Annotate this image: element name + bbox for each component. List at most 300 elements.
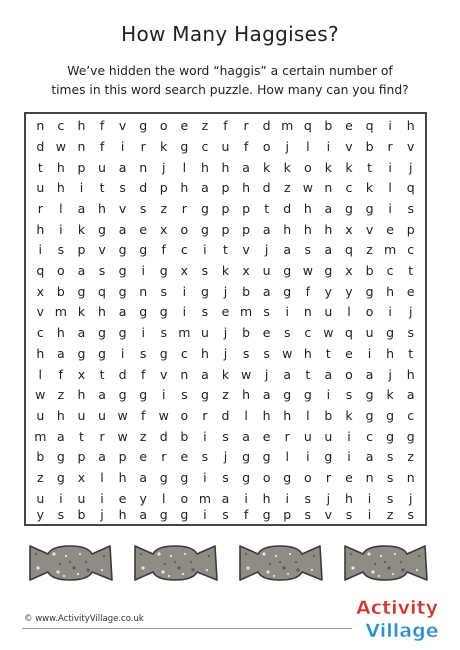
grid-letter: s bbox=[201, 263, 209, 279]
grid-letter: l bbox=[306, 408, 310, 424]
grid-letter: v bbox=[345, 138, 353, 154]
grid-letter: l bbox=[182, 159, 187, 175]
grid-letter: a bbox=[201, 366, 209, 382]
grid-letter: g bbox=[118, 325, 127, 341]
grid-letter: t bbox=[264, 200, 270, 216]
grid-letter: a bbox=[118, 159, 127, 175]
grid-letter: a bbox=[139, 470, 148, 486]
grid-letter: l bbox=[59, 200, 63, 216]
grid-letter: w bbox=[323, 325, 334, 341]
grid-letter: g bbox=[324, 449, 333, 465]
grid-letter: d bbox=[159, 428, 168, 444]
grid-letter: d bbox=[36, 138, 45, 154]
grid-letter: o bbox=[180, 221, 189, 237]
grid-letter: k bbox=[77, 221, 86, 237]
grid-letter: i bbox=[162, 387, 166, 403]
grid-letter: i bbox=[120, 138, 125, 154]
grid-letter: j bbox=[223, 449, 228, 465]
grid-letter: u bbox=[262, 263, 271, 279]
grid-letter: k bbox=[345, 408, 353, 424]
grid-letter: g bbox=[159, 345, 168, 361]
grid-letter: z bbox=[222, 387, 229, 403]
grid-letter: s bbox=[304, 490, 312, 506]
grid-letter: f bbox=[243, 138, 249, 154]
grid-letter: s bbox=[242, 345, 250, 361]
grid-letter: i bbox=[367, 345, 372, 361]
grid-letter: g bbox=[200, 283, 209, 299]
grid-letter: h bbox=[98, 200, 106, 216]
grid-letter: g bbox=[303, 387, 312, 403]
grid-letter: y bbox=[36, 507, 44, 523]
grid-letter: v bbox=[36, 304, 44, 320]
grid-letter: s bbox=[201, 304, 209, 320]
grid-letter: n bbox=[406, 470, 415, 486]
grid-letter: u bbox=[36, 490, 45, 506]
grid-letter: g bbox=[200, 221, 209, 237]
grid-letter: a bbox=[283, 366, 292, 382]
grid-letter: b bbox=[242, 325, 251, 341]
haggis-candy-icon bbox=[345, 546, 427, 580]
grid-letter: t bbox=[408, 345, 414, 361]
grid-letter: w bbox=[282, 345, 293, 361]
haggis-candy-row bbox=[20, 540, 440, 584]
grid-letter: h bbox=[242, 387, 251, 403]
activity-village-logo bbox=[352, 591, 442, 643]
grid-letter: p bbox=[221, 180, 230, 196]
grid-letter: o bbox=[345, 366, 353, 382]
grid-letter: r bbox=[99, 428, 105, 444]
grid-letter: g bbox=[118, 387, 127, 403]
grid-letter: v bbox=[406, 138, 415, 154]
grid-letter: g bbox=[139, 387, 148, 403]
grid-letter: i bbox=[203, 470, 207, 486]
grid-letter: s bbox=[222, 428, 229, 444]
instructions bbox=[40, 62, 420, 100]
grid-letter: i bbox=[203, 428, 207, 444]
grid-letter: z bbox=[283, 180, 291, 196]
grid-letter: g bbox=[324, 263, 333, 279]
grid-letter: a bbox=[118, 304, 127, 320]
grid-letter: f bbox=[99, 138, 105, 154]
grid-letter: n bbox=[180, 366, 189, 382]
grid-letter: v bbox=[160, 366, 168, 382]
grid-letter: i bbox=[347, 449, 351, 465]
grid-letter: j bbox=[408, 159, 413, 175]
grid-letter: h bbox=[200, 345, 209, 361]
grid-letter: e bbox=[406, 283, 415, 299]
grid-letter: a bbox=[118, 221, 127, 237]
grid-letter: i bbox=[326, 387, 331, 403]
grid-letter: o bbox=[365, 304, 374, 320]
grid-letter: e bbox=[118, 490, 127, 506]
grid-letter: a bbox=[77, 263, 86, 279]
grid-letter: z bbox=[201, 118, 209, 134]
grid-letter: q bbox=[344, 242, 353, 258]
grid-letter: g bbox=[77, 283, 86, 299]
grid-letter: n bbox=[36, 118, 45, 134]
grid-letter: t bbox=[367, 159, 372, 175]
grid-letter: g bbox=[159, 470, 168, 486]
grid-letter: p bbox=[242, 221, 251, 237]
grid-letter: s bbox=[139, 345, 147, 361]
grid-letter: d bbox=[139, 180, 148, 196]
grid-letter: g bbox=[283, 387, 292, 403]
grid-letter: w bbox=[302, 263, 313, 279]
grid-letter: m bbox=[178, 325, 191, 341]
grid-letter: o bbox=[57, 263, 65, 279]
grid-letter: u bbox=[324, 428, 333, 444]
grid-letter: s bbox=[160, 325, 168, 341]
grid-letter: k bbox=[365, 180, 374, 196]
grid-letter: i bbox=[120, 345, 125, 361]
grid-letter: w bbox=[35, 387, 46, 403]
grid-letter: t bbox=[408, 263, 414, 279]
grid-letter: l bbox=[306, 138, 310, 154]
grid-letter: u bbox=[221, 138, 230, 154]
grid-letter: j bbox=[100, 507, 104, 523]
grid-letter: s bbox=[386, 490, 394, 506]
grid-letter: j bbox=[285, 138, 289, 154]
grid-letter: h bbox=[221, 159, 230, 175]
grid-letter: f bbox=[223, 118, 228, 134]
grid-letter: e bbox=[180, 118, 189, 134]
grid-letter: x bbox=[242, 263, 250, 279]
grid-letter: h bbox=[36, 345, 45, 361]
grid-letter: c bbox=[180, 345, 188, 361]
grid-letter: u bbox=[77, 490, 86, 506]
grid-letter: s bbox=[386, 449, 394, 465]
grid-letter: g bbox=[139, 118, 148, 134]
grid-letter: k bbox=[77, 304, 86, 320]
grid-letter: g bbox=[98, 325, 106, 341]
grid-letter: b bbox=[180, 428, 189, 444]
grid-letter: s bbox=[119, 180, 126, 196]
grid-letter: b bbox=[56, 283, 65, 299]
grid-letter: u bbox=[365, 325, 374, 341]
grid-letter: h bbox=[56, 408, 65, 424]
grid-letter: g bbox=[386, 428, 395, 444]
grid-letter: u bbox=[98, 159, 106, 175]
grid-letter: l bbox=[244, 408, 248, 424]
grid-letter: b bbox=[36, 449, 45, 465]
grid-letter: i bbox=[79, 180, 84, 196]
grid-letter: e bbox=[262, 428, 271, 444]
grid-letter: a bbox=[324, 366, 333, 382]
grid-letter: j bbox=[388, 366, 392, 382]
grid-letter: j bbox=[264, 366, 269, 382]
grid-letter: g bbox=[118, 242, 127, 258]
grid-letter: m bbox=[54, 304, 67, 320]
grid-letter: b bbox=[365, 263, 374, 279]
grid-letter: s bbox=[407, 507, 414, 523]
grid-letter: h bbox=[406, 366, 415, 382]
grid-letter: x bbox=[345, 221, 353, 237]
grid-letter: a bbox=[242, 159, 250, 175]
grid-letter: j bbox=[223, 345, 228, 361]
grid-letter: q bbox=[365, 118, 374, 134]
grid-letter: g bbox=[283, 263, 292, 279]
grid-letter: h bbox=[77, 118, 86, 134]
grid-letter: s bbox=[57, 507, 65, 523]
grid-letter: d bbox=[283, 200, 292, 216]
grid-letter: n bbox=[139, 159, 148, 175]
grid-letter: c bbox=[407, 408, 415, 424]
grid-letter: g bbox=[56, 449, 65, 465]
grid-letter: v bbox=[365, 221, 374, 237]
grid-letter: p bbox=[118, 449, 127, 465]
grid-letter: d bbox=[221, 408, 230, 424]
grid-letter: m bbox=[384, 242, 397, 258]
haggis-candy-icon bbox=[240, 546, 322, 580]
grid-letter: m bbox=[281, 118, 294, 134]
grid-letter: t bbox=[99, 366, 105, 382]
grid-letter: h bbox=[386, 345, 395, 361]
grid-letter: c bbox=[180, 242, 188, 258]
grid-letter: n bbox=[365, 470, 374, 486]
grid-letter: a bbox=[77, 200, 86, 216]
grid-letter: i bbox=[367, 490, 372, 506]
grid-letter: e bbox=[180, 449, 189, 465]
grid-letter: o bbox=[180, 408, 189, 424]
grid-letter: g bbox=[344, 200, 353, 216]
grid-letter: h bbox=[324, 221, 333, 237]
grid-letter: g bbox=[98, 345, 106, 361]
instructions-line-1: We’ve hidden the word “haggis” a certain number of bbox=[67, 64, 393, 78]
grid-letter: a bbox=[221, 490, 230, 506]
grid-letter: l bbox=[162, 490, 166, 506]
grid-letter: a bbox=[98, 449, 106, 465]
grid-letter: d bbox=[118, 366, 127, 382]
grid-letter: j bbox=[223, 283, 228, 299]
grid-letter: l bbox=[388, 180, 392, 196]
grid-letter: w bbox=[117, 408, 128, 424]
grid-letter: k bbox=[263, 159, 271, 175]
grid-letter: s bbox=[386, 470, 394, 486]
grid-letter: o bbox=[159, 118, 168, 134]
grid-letter: f bbox=[140, 366, 146, 382]
grid-letter: t bbox=[37, 159, 43, 175]
grid-letter: a bbox=[57, 428, 65, 444]
grid-letter: p bbox=[77, 242, 86, 258]
grid-letter: i bbox=[59, 490, 63, 506]
grid-letter: s bbox=[345, 507, 353, 523]
grid-letter: a bbox=[262, 387, 271, 403]
grid-letter: r bbox=[37, 200, 43, 216]
grid-letter: o bbox=[180, 490, 189, 506]
grid-letter: v bbox=[242, 242, 250, 258]
grid-letter: z bbox=[139, 428, 147, 444]
grid-letter: j bbox=[162, 159, 166, 175]
grid-letter: w bbox=[240, 366, 252, 382]
grid-letter: i bbox=[203, 242, 207, 258]
grid-letter: h bbox=[303, 221, 312, 237]
grid-letter: e bbox=[386, 221, 394, 237]
grid-letter: s bbox=[201, 449, 209, 465]
grid-letter: g bbox=[180, 507, 189, 523]
grid-letter: u bbox=[303, 428, 312, 444]
grid-letter: w bbox=[302, 180, 313, 196]
grid-letter: p bbox=[159, 180, 168, 196]
grid-letter: i bbox=[388, 304, 392, 320]
grid-letter: v bbox=[118, 118, 127, 134]
grid-letter: c bbox=[407, 242, 415, 258]
grid-letter: p bbox=[283, 507, 292, 523]
grid-letter: f bbox=[243, 507, 249, 523]
grid-letter: s bbox=[263, 345, 270, 361]
grid-letter: h bbox=[283, 408, 292, 424]
grid-letter: g bbox=[283, 283, 292, 299]
grid-letter: y bbox=[345, 283, 353, 299]
grid-letter: g bbox=[180, 138, 189, 154]
grid-letter: c bbox=[386, 263, 394, 279]
grid-letter: k bbox=[345, 159, 353, 175]
grid-letter: y bbox=[139, 490, 147, 506]
grid-letter: s bbox=[181, 387, 188, 403]
grid-letter: p bbox=[221, 221, 230, 237]
grid-letter: s bbox=[139, 200, 147, 216]
grid-letter: e bbox=[139, 449, 148, 465]
footer-divider bbox=[22, 628, 352, 629]
grid-letter: h bbox=[344, 490, 353, 506]
grid-letter: i bbox=[244, 490, 248, 506]
grid-letter: l bbox=[38, 366, 43, 382]
grid-letter: w bbox=[117, 428, 128, 444]
grid-letter: o bbox=[303, 159, 312, 175]
grid-letter: a bbox=[139, 507, 148, 523]
copyright-url: © www.ActivityVillage.co.uk bbox=[24, 614, 144, 624]
grid-letter: n bbox=[77, 138, 86, 154]
grid-letter: g bbox=[118, 283, 127, 299]
grid-letter: c bbox=[201, 138, 209, 154]
grid-letter: i bbox=[203, 507, 207, 523]
grid-letter: p bbox=[221, 200, 230, 216]
grid-letter: z bbox=[366, 242, 373, 258]
grid-letter: g bbox=[365, 408, 374, 424]
grid-letter: i bbox=[388, 200, 392, 216]
grid-letter: i bbox=[182, 304, 187, 320]
grid-letter: g bbox=[98, 221, 106, 237]
grid-letter: j bbox=[223, 325, 228, 341]
grid-letter: c bbox=[57, 118, 65, 134]
grid-letter: h bbox=[303, 200, 312, 216]
grid-letter: f bbox=[140, 408, 146, 424]
grid-letter: i bbox=[347, 428, 351, 444]
grid-letter: i bbox=[285, 304, 289, 320]
grid-letter: g bbox=[365, 387, 374, 403]
grid-letter: b bbox=[242, 283, 251, 299]
grid-letter: e bbox=[345, 470, 353, 486]
grid-letter: r bbox=[202, 408, 208, 424]
grid-letter: n bbox=[303, 304, 312, 320]
grid-letter: i bbox=[367, 507, 372, 523]
grid-letter: u bbox=[36, 180, 45, 196]
grid-letter: s bbox=[345, 387, 353, 403]
grid-letter: r bbox=[325, 470, 331, 486]
haggis-candy-icon bbox=[30, 546, 112, 580]
grid-letter: k bbox=[160, 138, 168, 154]
grid-letter: x bbox=[180, 263, 189, 279]
grid-letter: w bbox=[158, 408, 169, 424]
grid-letter: a bbox=[57, 345, 65, 361]
grid-letter: a bbox=[77, 325, 86, 341]
grid-letter: s bbox=[160, 283, 168, 299]
grid-letter: k bbox=[324, 159, 332, 175]
grid-letter: j bbox=[326, 490, 331, 506]
grid-letter: h bbox=[56, 180, 65, 196]
grid-letter: f bbox=[58, 366, 64, 382]
grid-letter: j bbox=[264, 242, 269, 258]
grid-letter: l bbox=[100, 470, 104, 486]
grid-letter: u bbox=[77, 408, 86, 424]
grid-letter: e bbox=[139, 221, 148, 237]
grid-letter: l bbox=[285, 449, 289, 465]
grid-letter: p bbox=[242, 200, 251, 216]
grid-letter: c bbox=[345, 180, 353, 196]
grid-letter: g bbox=[159, 263, 168, 279]
page-title: How Many Haggises? bbox=[121, 22, 339, 46]
grid-letter: r bbox=[181, 200, 187, 216]
grid-letter: k bbox=[221, 263, 230, 279]
grid-letter: z bbox=[407, 449, 414, 465]
grid-letter: g bbox=[77, 345, 86, 361]
grid-letter: s bbox=[407, 325, 414, 341]
grid-letter: s bbox=[222, 470, 229, 486]
grid-letter: g bbox=[200, 387, 209, 403]
grid-letter: i bbox=[306, 449, 310, 465]
grid-letter: q bbox=[98, 283, 106, 299]
grid-letter: a bbox=[283, 242, 292, 258]
grid-letter: a bbox=[201, 180, 209, 196]
grid-letter: i bbox=[182, 283, 187, 299]
grid-letter: v bbox=[98, 242, 106, 258]
grid-letter: h bbox=[180, 180, 189, 196]
grid-letter: r bbox=[284, 428, 290, 444]
grid-letter: y bbox=[324, 283, 333, 299]
grid-letter: f bbox=[305, 283, 310, 299]
grid-letter: l bbox=[347, 304, 351, 320]
grid-letter: h bbox=[283, 221, 292, 237]
grid-letter: q bbox=[36, 263, 45, 279]
grid-letter: v bbox=[118, 200, 127, 216]
grid-letter: a bbox=[262, 221, 271, 237]
grid-letter: j bbox=[408, 490, 413, 506]
grid-letter: o bbox=[262, 470, 271, 486]
grid-letter: g bbox=[56, 470, 65, 486]
grid-letter: b bbox=[324, 408, 333, 424]
grid-letter: g bbox=[200, 200, 209, 216]
grid-letter: u bbox=[98, 408, 106, 424]
grid-letter: i bbox=[38, 242, 43, 258]
grid-letter: h bbox=[242, 180, 251, 196]
grid-letter: a bbox=[365, 366, 374, 382]
grid-letter: j bbox=[408, 304, 413, 320]
grid-letter: n bbox=[139, 283, 148, 299]
grid-letter: a bbox=[242, 428, 250, 444]
grid-letter: h bbox=[56, 325, 65, 341]
grid-letter: m bbox=[34, 428, 47, 444]
grid-letter: b bbox=[77, 507, 86, 523]
grid-letter: t bbox=[223, 242, 228, 258]
grid-letter: h bbox=[56, 159, 65, 175]
grid-letter: i bbox=[285, 490, 289, 506]
grid-letter: r bbox=[140, 138, 146, 154]
grid-letter: x bbox=[345, 263, 353, 279]
grid-letter: g bbox=[406, 428, 415, 444]
grid-letter: n bbox=[324, 180, 333, 196]
grid-letter: o bbox=[303, 470, 312, 486]
grid-letter: s bbox=[283, 325, 291, 341]
grid-letter: h bbox=[406, 118, 415, 134]
